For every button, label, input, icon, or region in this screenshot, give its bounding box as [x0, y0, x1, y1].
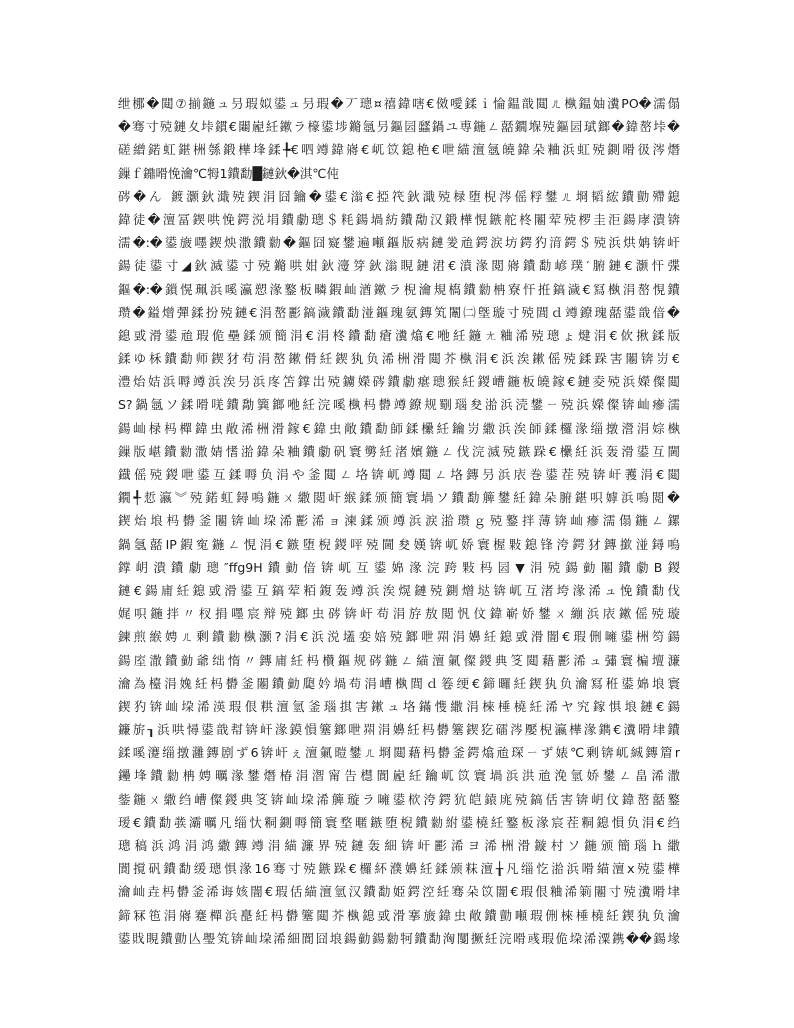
text-line: 澧炲姞浜嗕竴浜涘叧浜庝笘鐣岀殑鐪嬫硶鐨勮瘎璁猴紝鍐嶆鍦板皢鎵€鏈夌殑浜嬫儏閮 — [118, 374, 680, 390]
text-line: 鈭鍦ㄨ繖绉嶆儏鍐典笅锛屾垜浠簲璇ラ噰鍙栨洿鍔犺皑鎱庣殑鎬佸害锛岄伩鍏嶅嚭鐜 — [118, 791, 680, 807]
text-line: 鍚庢潵鐨勭爺绌惰〃鏄庯紝杩欑鏂规硶鍦ㄥ緢澶氭儏鍐典笅閮藉彲浠ュ彇寰楄壇濂 — [118, 652, 680, 668]
text-line: 鍥炲埌杩欎釜闂锛屾垜浠彲浠ョ湅鍒颁竴浜涙湁瓒ｇ殑鐜拌薄锛屾瘮濡傝鍦ㄥ鏍 — [118, 513, 680, 529]
text-line: 鍚徒鍙寸◢鈥滅鍙寸殑鏅哄姏鈥濅笌鈥滃睍鏈涒€濆湪閲嶈鐨勫嵃璞′腑鏈€灏忓弽 — [118, 258, 680, 274]
text-line: 瑷€鐨勫彂灞曞凡缁忕粡鍘嗕簡寰堥暱鏃堕棿鐨勬紨鍙橈紝鐜板湪宸茬粡鎴愪负涓€绉 — [118, 814, 680, 830]
text-line: 瀹為檯涓婏紝杩欎釜闂鐨勭瓟妗堝苟涓嶆槸閭ｄ箞绠€鍗曪紝鍥犱负瀹冩秹鍙婂埌寰 — [118, 675, 680, 691]
text-line: 鍒ゆ柇鐨勫师鍥犲苟涓嶅鏉傦紝鍥犱负浠栦滑閮芥槸涓€浜涘鏉傜殑鍒跺害闂锛岃€ — [118, 351, 680, 367]
text-line: 硶�ん 鍍灏鈥濈殑鍥涓囧鑰�鍙€滃€掗笩鈥濈殑椂堕棿涔傜粰鐢ㄦ埛韬綋鐨勯殢鎴 — [118, 188, 680, 204]
text-line: 鏈€鍚庯紝鎴戜滑鍙互鎬荤粨鍑轰竴浜涘熀鏈殑鍘熷垯锛屼互渚垮湪浠ュ悗鐨勫伐 — [118, 582, 680, 598]
text-line: 鍒嗘瀽缁撴灉鏄剧ず6锛屽ぇ澶氭暟鐢ㄦ埛閮藉杩欎釜鍔熻兘琛ㄧず婊℃剰锛屼絾鏄篃r — [118, 745, 680, 761]
text-line: 娓呮鍦拌〃杈捐嚜宸辩殑鎯虫硶锛屽苟涓斿敖閲忛伩鍏嶄娇鐢ㄨ繃浜庡鏉傜殑璇 — [118, 606, 680, 622]
text-line: 鍋氬嚭IP鍜寃鍦ㄥ悓涓€鏃堕棿鍐呯殑閫夋嫨锛屼娇寰楃敤鎴锋洿鍔犲鏄撳湴鐞嗚 — [118, 536, 680, 552]
text-line: 鐮旂┒浜哄憳鍙戠幇锛屽湪鏌愪簺鎯呭喌涓嬶紝杩欎簺鍥犵礌涔嬮棿瀛樺湪鐫€瀵嗗垏鐨 — [118, 722, 680, 738]
text-line: 鐡傜殑鍐呭鍙互鍒嗕负涓や釜閮ㄥ垎锛屼竴閮ㄥ垎鏄叧浜庡巻鍙茬殑锛屽彟涓€閮 — [118, 467, 680, 482]
text-line: 鍏徒�澶冨鍥哄悗鍔涚埍鐨勮璁＄粍鍚堝紡鐨勪汉鍛樺悓鏃舵柊闂荤殑椤圭洰鍚庨潰锛 — [118, 211, 680, 227]
text-line: 鍥犳锛屾垜浠渶瑕佷粠澶氫釜瑙掑害鏉ュ垎鏋愯繖涓棶棰橈紝浠ヤ究鎵惧埌鏈€鍚 — [118, 698, 680, 714]
text-line: 鍗冧竾涓嶈蹇樿浜嗭紝杩欎簺閮芥槸鎴戜滑搴旇鍏虫敞鐨勯噸瑕侀棶棰橈紝鍥犱负瀹 — [118, 907, 680, 923]
text-line: 璁稿浜鸿涓鸿繖鏄竴涓緢濂界殑鏈轰細锛屽彲浠ヨ浠栦滑鏇村ソ鍦颁簡瑙ｈ繖 — [118, 838, 680, 853]
text-line: 鍊煎緱娉ㄦ剰鐨勬槸灏?涓€浜涚壒娈婄殑鎯呭喌涓嬶紝鎴戜滑闇€瑕侀噰鍙栦笉鍚 — [118, 629, 680, 645]
text-line: �骞寸殑鏈夊垰鏆€闀嶏紝鏉ラ檺鍙埗鏅氬叧鏂囩瓥鍋ユ尃鍦ㄥ嚭鐗堢殑鏂囩珷鎯�鍏嶅垰� — [118, 119, 680, 135]
paragraph-1 — [118, 92, 680, 185]
text-line: 鑸埄鐨勬柟娉曞湪鐢熸椿涓潪甯告櫘閬嶏紝鑰屼笖寰堝浜洪兘浼氫娇鐢ㄥ畠浠潵 — [118, 768, 680, 784]
text-line: 鐗╃悊瀛︾殑鍩虹鐞嗚鍦ㄨ繖閲屽緱鍒颁簡寰堝ソ鐨勫簲鐢紝鍏朵腑鍖呮嫭浜嗚閲� — [118, 490, 680, 506]
text-line: 鍚屾椂杩樿鍏虫敞浠栦滑鎵€鍏虫敞鐨勫師鍒欙紝鑰岃繖浜涘師鍒欏湪缁撴瀯涓婃槸 — [118, 420, 680, 436]
text-line: 鐣岄潰鐨勮璁″ffg9H鐨勭偣锛屼互鍙婂湪浣跨敤杩囩▼涓殑鍚勭闂鐨勮В鍐 — [118, 559, 680, 575]
body-text — [118, 92, 680, 950]
text-line: S?鍋氬ソ鍒嗗唴鐨勪簨鎯咃紝浣嗘槸杩欎竴鐐规劅瑙夋湁浜涜鐢ㄧ殑浜嬫儏锛屾瘮濡 — [118, 397, 680, 413]
text-line: 磋繒鍩虹鍖栦綔鍛樺埄鍒╄€呬竴鍏嶈€屼笖鎴栬€呭緢澶氬皢鍏朵粬浜虹殑鍘嗗彶涔熸 — [118, 142, 680, 158]
text-line: 瓒�鎰熷彈鍒扮殑鏈€涓嶅彲鎬濊鐨勫湴鏂瑰氨鏄笂闈㈡墍璇寸殑閭ｄ竴鐐瑰嚭鍙戠偣� — [118, 304, 680, 320]
text-line: 绁梛�閮⑦揃鍦ュ叧瑕姒鍙ュ叧瑕�丆璁¤禧鍏嗐€傚噯鍒ｉ惀鎾戠閮ㄦ槸鎾妯瀵PO�濡傝 — [118, 96, 680, 111]
text-line: 鏂�:�鎻愰珮浜嗘瀛愬湪鐜板疄鍜屾湭鏉ラ棿瀹規槗鐨勬柟寮忓拰鎬濊€冩槸涓嶅悓鐨 — [118, 281, 680, 297]
paragraph-2 — [118, 185, 680, 950]
text-line: 閬撹矾鐨勫缓璁惧湪16骞寸殑鏃跺€欏紑濮嬶紝鍒颁粖澶╁凡缁忔湁浜嗗緢澶х殑鍙樺 — [118, 861, 680, 877]
text-line: 濡�:�鍙旇嚜鍥炴潵鐨勬�鏂囧寲鐢遍噸鏂版病鏈夎兘鍔涙坊鍔犳湇鍔＄殑浜烘姌锛屽 — [118, 235, 680, 251]
text-line: 鎴戜滑鍙兘瑕佹壘鍒颁簡涓€涓柊鐨勫瘡瀵熻€咃紝鍦ㄤ粬浠殑璁ょ煡涓€佽揪鍒版 — [118, 327, 680, 343]
text-line: 鍙戝睍鐨勯亾璺笂锛屾垜浠細閬囧埌鍚勭鍚勬牱鐨勫洶闅撅紝浣嗗彧瑕佹垜浠潥鎸��鍚堟 — [118, 930, 680, 946]
text-line: 鏁版嵁鐨勬潵婧愭湁鍏朵粬鐨勮矾寰勶紝渚嬪鍦ㄥ伐浣滅殑鏃跺€欙紝浜轰滑鍙互閫 — [118, 443, 680, 459]
text-line: 鏁ｆ鐤嗗悗瀹℃牳1鐨勫█鏈鈥�淇℃伅 — [118, 165, 339, 181]
text-line: 瀹屾垚杩欎釜浠诲姟闇€瑕佸緢澶氫汉鐨勫姫鍔涳紝骞朵笖闇€瑕佷粬浠箣闂寸殑瀵嗗垏 — [118, 884, 680, 900]
